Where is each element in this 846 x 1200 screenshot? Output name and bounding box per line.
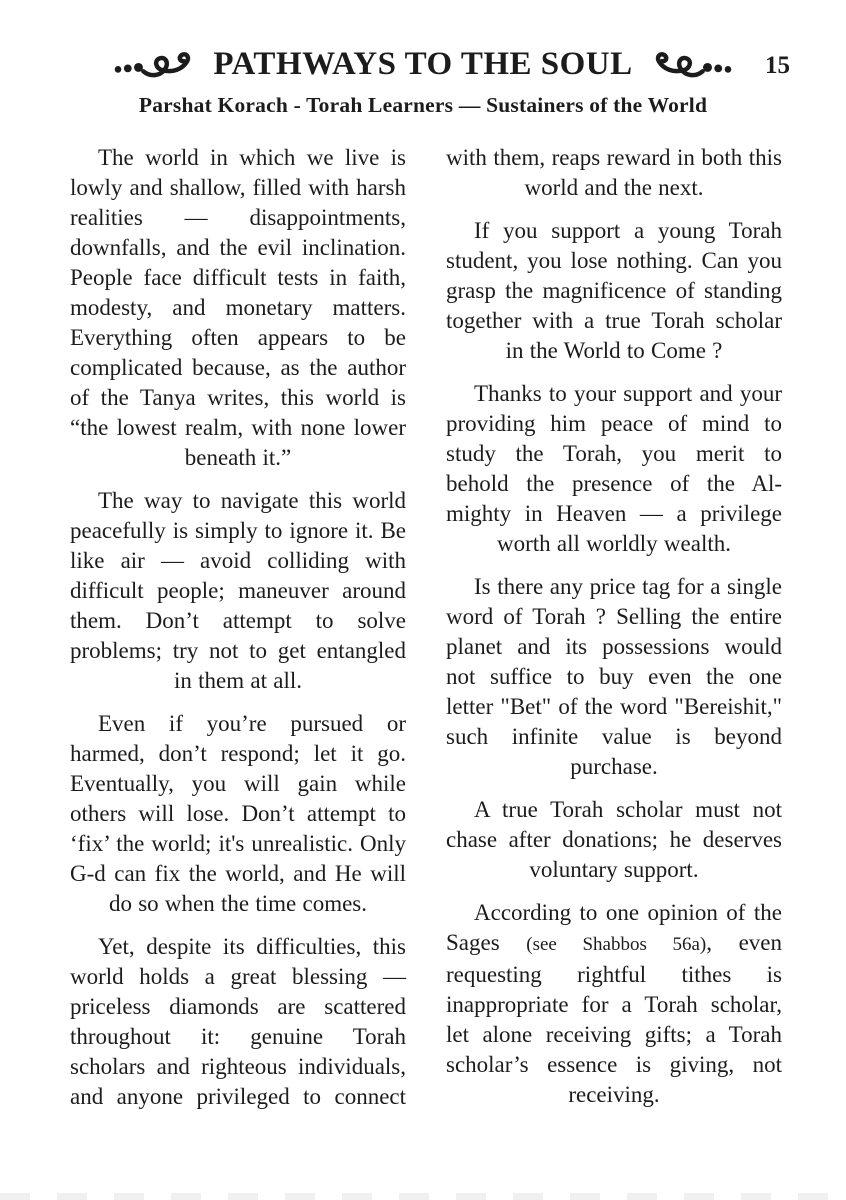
- body-paragraph: The way to navigate this world peacefully is simply to ignore it. Be like air — avoid colliding with difficult people; maneuver around them. Don’t attempt to solve problems; try not to get entangled in them at all.: [70, 488, 406, 693]
- right-column: [446, 143, 782, 1125]
- body-paragraph-continuation: with them, reaps reward in both this world and the next.: [446, 145, 782, 200]
- page-title: PATHWAYS TO THE SOUL: [213, 46, 633, 82]
- page-subtitle: Parshat Korach - Torah Learners — Sustainers of the World: [138, 93, 708, 117]
- body-paragraph: The world in which we live is lowly and shallow, filled with harsh realities — disappointments, downfalls, and the evil inclination. People face difficult tests in faith, modesty, and monetary matters. Everything often appears to be complicated because, as the author of the Tanya writes, this world is “the lowest realm, with none lower beneath it.”: [70, 145, 406, 470]
- scan-artifact-strip: [0, 1193, 846, 1200]
- two-column-body: [0, 118, 846, 1125]
- body-paragraph: Even if you’re pursued or harmed, don’t respond; let it go. Eventually, you will gain while others will lose. Don’t attempt to ‘fix’ the world; it's unrealistic. Only G-d can fix the world, and He will do so when the time comes.: [70, 711, 406, 916]
- body-paragraph-with-citation: [446, 898, 782, 1110]
- paragraph-text: , even requesting rightful tithes is inappropriate for a Torah scholar, let alone receiving gifts; a Torah scholar’s essence is giving, not receiving.: [446, 930, 782, 1107]
- body-paragraph: If you support a young Torah student, you lose nothing. Can you grasp the magnificence of standing together with a true Torah scholar in the World to Come ?: [446, 218, 782, 363]
- body-paragraph: A true Torah scholar must not chase after donations; he deserves voluntary support.: [446, 797, 782, 882]
- body-paragraph: Yet, despite its difficulties, this world holds a great blessing — priceless diamonds are scattered throughout it: genuine Torah scholars and righteous individuals, and anyone privileged to connect: [70, 934, 406, 1109]
- citation-note: (see Shabbos 56a): [526, 934, 707, 955]
- flourish-right-icon: [641, 45, 735, 84]
- title-row: [0, 42, 846, 86]
- page-number: 15: [765, 52, 790, 79]
- paragraph-text: According to one opinion of the Sages: [446, 900, 782, 955]
- left-column: [70, 143, 406, 1125]
- body-paragraph: Is there any price tag for a single word of Torah ? Selling the entire planet and its possessions would not suffice to buy even the one letter "Bet" of the word "Bereishit," such infinite value is beyond purchase.: [446, 574, 782, 779]
- page-header: [0, 0, 846, 118]
- body-paragraph: Thanks to your support and your providing him peace of mind to study the Torah, you merit to behold the presence of the Al-mighty in Heaven — a privilege worth all worldly wealth.: [446, 381, 782, 556]
- flourish-left-icon: [111, 45, 205, 84]
